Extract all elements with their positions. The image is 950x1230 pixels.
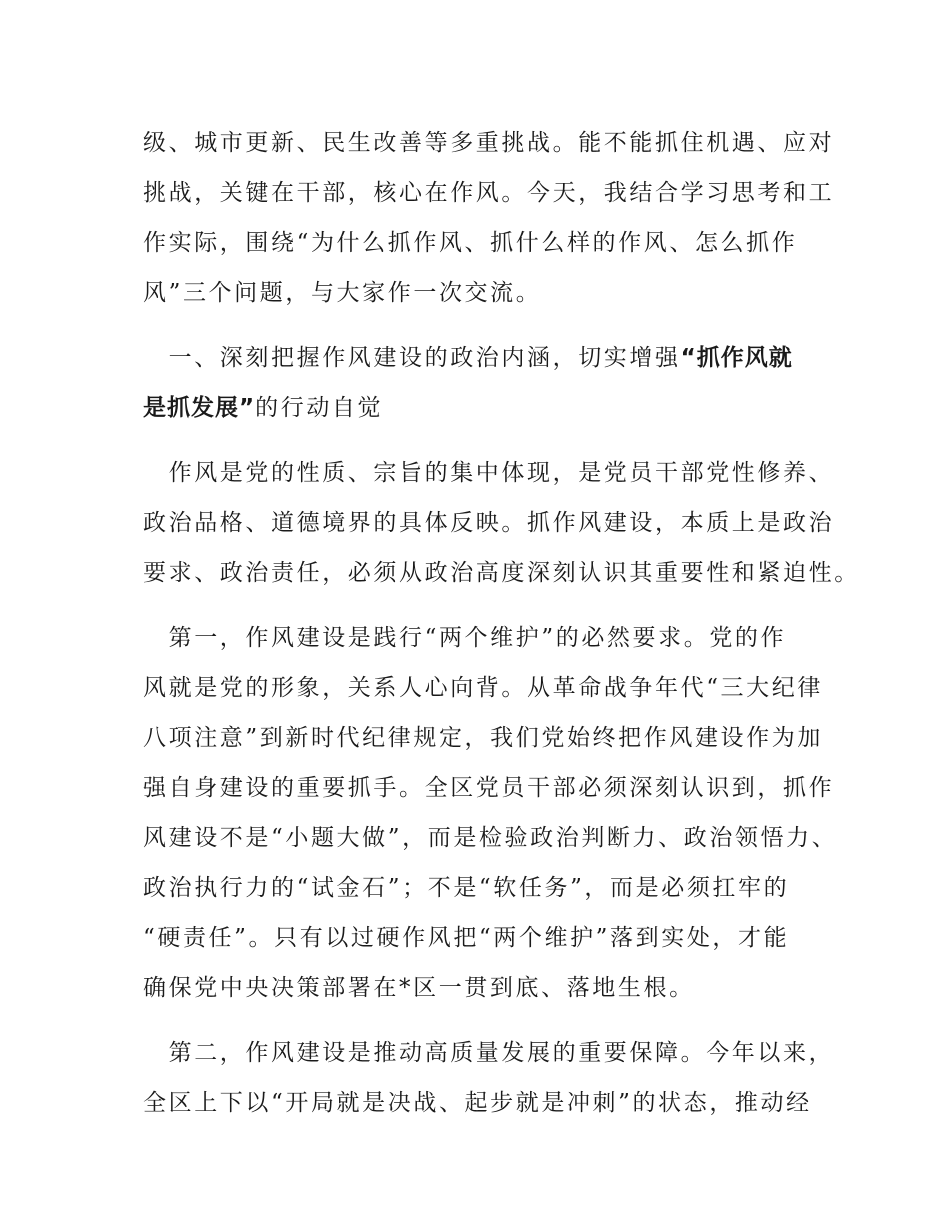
heading-normal-text: 的行动自觉 bbox=[255, 395, 384, 421]
para2-line-3: 八项注意”到新时代纪律规定，我们党始终把作风建设作为加 bbox=[143, 725, 823, 751]
para2-line-6: 政治执行力的“试金石”；不是“软任务”，而是必须扛牢的 bbox=[143, 875, 790, 901]
para2-line-5: 风建设不是“小题大做”，而是检验政治判断力、政治领悟力、 bbox=[143, 825, 838, 851]
para1-line-2: 政治品格、道德境界的具体反映。抓作风建设，本质上是政治 bbox=[143, 510, 835, 536]
para2-line-7: “硬责任”。只有以过硬作风把“两个维护”落到实处，才能 bbox=[143, 925, 790, 951]
para2-line-4: 强自身建设的重要抓手。全区党员干部必须深刻认识到，抓作 bbox=[143, 775, 835, 801]
para3-line-2: 全区上下以“开局就是决战、起步就是冲刺”的状态，推动经 bbox=[143, 1090, 812, 1116]
heading-bold-text: “抓作风就 bbox=[680, 345, 793, 371]
para1-line-1: 作风是党的性质、宗旨的集中体现，是党员干部党性修养、 bbox=[143, 460, 835, 486]
intro-line-4: 风”三个问题，与大家作一次交流。 bbox=[143, 280, 542, 306]
para2-line-8: 确保党中央决策部署在*区一贯到底、落地生根。 bbox=[143, 975, 695, 1001]
section-heading-line-2 bbox=[143, 393, 833, 423]
para2-line-1: 第一，作风建设是践行“两个维护”的必然要求。党的作 bbox=[143, 625, 787, 651]
para3-line-1: 第二，作风建设是推动高质量发展的重要保障。今年以来， bbox=[143, 1040, 835, 1066]
section-heading-line-1 bbox=[143, 343, 833, 373]
heading-normal-text: 一、深刻把握作风建设的政治内涵，切实增强 bbox=[143, 345, 681, 371]
heading-bold-text: 是抓发展” bbox=[143, 395, 256, 421]
para1-line-3: 要求、政治责任，必须从政治高度深刻认识其重要性和紧迫性。 bbox=[143, 560, 860, 586]
intro-line-3: 作实际，围绕“为什么抓作风、抓什么样的作风、怎么抓作 bbox=[143, 230, 798, 256]
intro-line-1: 级、城市更新、民生改善等多重挑战。能不能抓住机遇、应对 bbox=[143, 130, 835, 156]
intro-line-2: 挑战，关键在干部，核心在作风。今天，我结合学习思考和工 bbox=[143, 180, 835, 206]
para2-line-2: 风就是党的形象，关系人心向背。从革命战争年代“三大纪律 bbox=[143, 675, 823, 701]
